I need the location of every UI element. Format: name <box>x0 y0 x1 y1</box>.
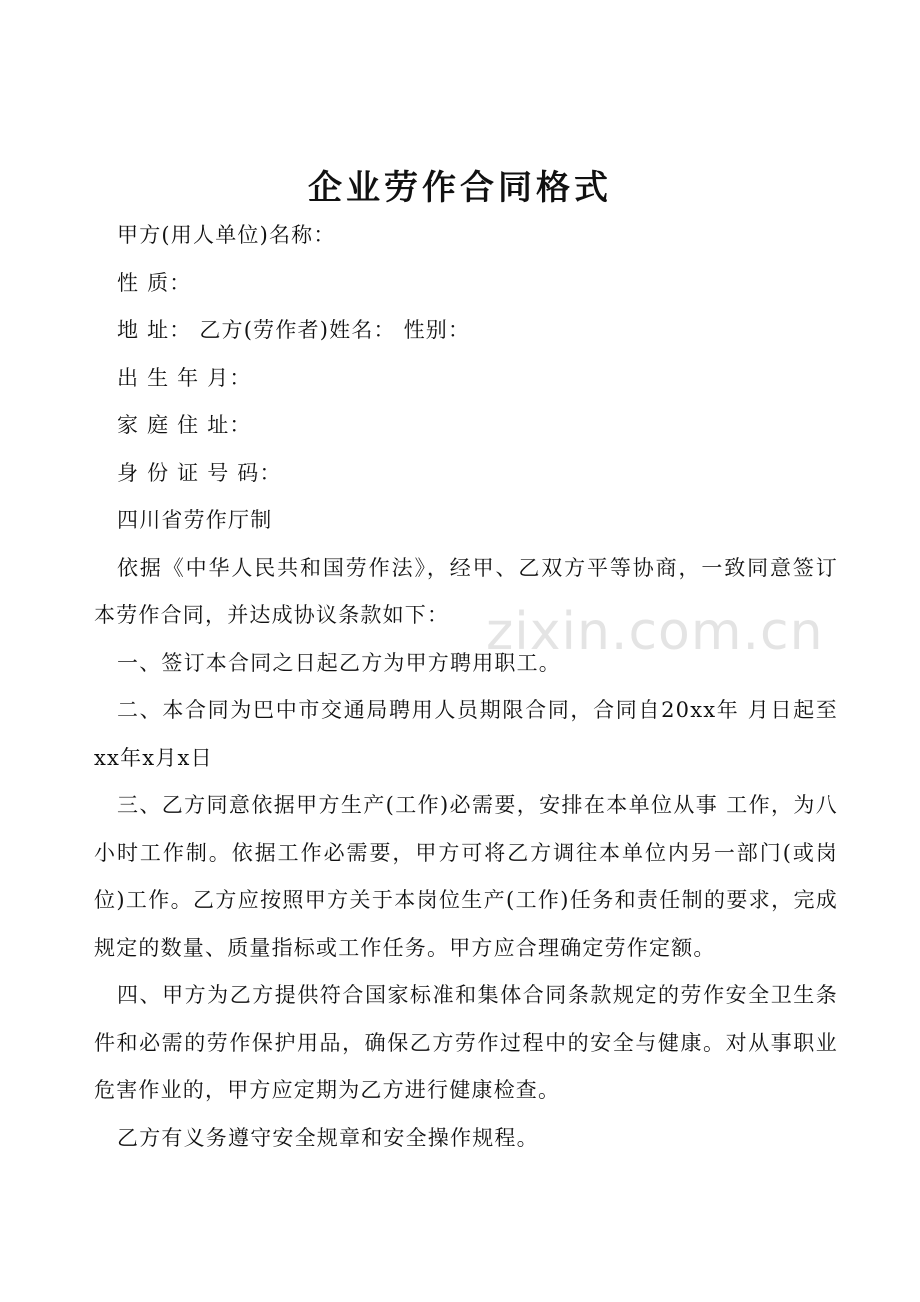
field-address-line: 地 址： 乙方(劳作者)姓名： 性别： <box>117 318 471 342</box>
watermark-text: zixin.com.cn <box>486 602 824 662</box>
field-home-address: 家 庭 住 址： <box>117 413 252 437</box>
field-nature: 性 质： <box>117 270 192 295</box>
paragraph-clause-3: 三、乙方同意依据甲方生产(工作)必需要，安排在本单位从事 工作，为八小时工作制。依据工作必需要，甲方可将乙方调往本单位内另一部门(或岗位)工作。乙方应按照甲方关于本岗位生产(工作)任务和责任制的要求，完成规定的数量、质量指标或工作任务。甲方应合理确定劳作定额。 <box>94 793 838 960</box>
field-id-number: 身 份 证 号 码： <box>117 460 282 485</box>
document-title: 企业劳作合同格式 <box>308 168 612 208</box>
paragraph-clause-2: 二、本合同为巴中市交通局聘用人员期限合同，合同自20xx年 月日起至xx年x月x日 <box>94 698 838 770</box>
paragraph-intro: 依据《中华人民共和国劳作法》，经甲、乙双方平等协商，一致同意签订本劳作合同，并达成协议条款如下： <box>94 555 838 627</box>
paragraph-clause-1: 一、签订本合同之日起乙方为甲方聘用职工。 <box>117 650 561 675</box>
field-party-a-name: 甲方(用人单位)名称： <box>117 223 336 247</box>
paragraph-clause-4b: 乙方有义务遵守安全规章和安全操作规程。 <box>117 1125 539 1150</box>
field-birth: 出 生 年 月： <box>117 365 252 390</box>
issuer-line: 四川省劳作厅制 <box>117 508 273 532</box>
paragraph-clause-4: 四、甲方为乙方提供符合国家标准和集体合同条款规定的劳作安全卫生条件和必需的劳作保护用品，确保乙方劳作过程中的安全与健康。对从事职业危害作业的，甲方应定期为乙方进行健康检查。 <box>94 983 838 1102</box>
document-body <box>94 212 838 1162</box>
